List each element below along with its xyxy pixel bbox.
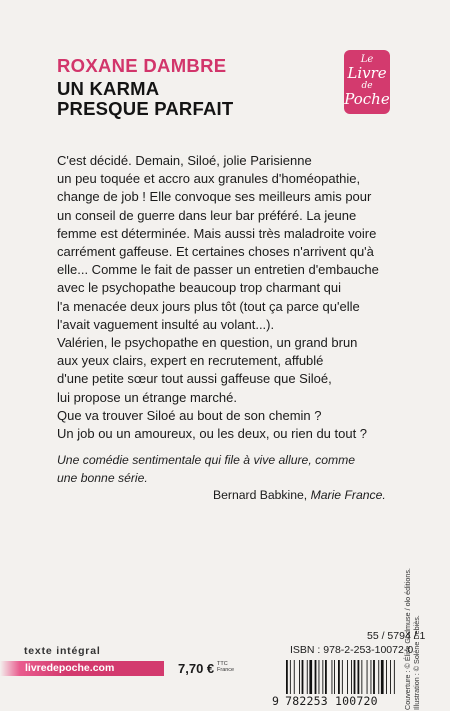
price: 7,70 € [178,661,215,676]
logo-text-de: de [361,81,373,91]
title-line: UN KARMA [57,78,160,99]
barcode-digit-group2: 100720 [335,694,378,708]
price-note [217,661,234,673]
quote-line: une bonne série. [57,470,148,485]
title-line: PRESQUE PARFAIT [57,98,234,119]
attribution-name: Bernard Babkine, [213,488,308,502]
price-note-france: France [217,667,235,673]
barcode-digits [272,694,378,708]
summary-line: d'une petite sœur tout aussi gaffeuse que Siloé, [57,371,332,387]
summary-line: l'a menacée deux jours plus tôt (tout ça parce qu'elle [57,298,360,314]
logo-text-poche: Poche [344,90,390,108]
book-title [57,79,233,119]
book-summary [57,152,407,443]
catalog-number: 55 / 5794 / 1 [367,630,426,642]
summary-line: Un job ou un amoureux, ou les deux, ou rien du tout ? [57,426,368,442]
quote-line: Une comédie sentimentale qui file à vive allure, comme [57,453,356,467]
price-note-ttc: TTC [217,661,228,667]
attribution-magazine: Marie France. [310,488,386,502]
summary-line: Valérien, le psychopathe en question, un grand brun [57,335,358,351]
barcode-digit-group1: 782253 [285,694,328,708]
summary-line: un conseil de guerre dans leur bar préféré. La jeune [57,207,357,223]
website-banner [0,661,164,676]
barcode-digit-first: 9 [272,694,280,708]
credit-illustration: Illustration : © Solène Debiès. [412,615,421,710]
summary-line: lui propose un étrange marché. [57,389,237,405]
logo-text-le: Le [360,54,374,65]
summary-line: un peu toquée et accro aux granules d'homéopathie, [57,171,361,187]
logo-text-livre: Livre [347,64,387,82]
summary-line: femme est déterminée. Mais aussi très maladroite voire [57,225,377,241]
livre-de-poche-logo [344,50,390,114]
texte-integral-label: texte intégral [24,645,101,657]
summary-line: elle... Comme le fait de passer un entretien d'embauche [57,262,379,278]
summary-line: aux yeux clairs, expert en recrutement, affublé [57,353,324,369]
summary-line: change de job ! Elle convoque ses meilleurs amis pour [57,189,372,205]
summary-line: C'est décidé. Demain, Siloé, jolie Parisienne [57,153,312,168]
summary-line: carrément gaffeuse. Et certaines choses n'arrivent qu'à [57,244,374,260]
press-quote [57,452,397,487]
website-url: livredepoche.com [25,662,115,674]
credit-cover: Couverture : © Élise Godmuse / olo éditions. [403,568,412,710]
quote-attribution [213,488,386,502]
summary-line: Que va trouver Siloé au bout de son chemin ? [57,407,322,423]
isbn: ISBN : 978-2-253-10072-0 [290,644,414,656]
summary-line: avec le psychopathe beaucoup trop charmant qui [57,280,342,296]
summary-line: l'avait vaguement insulté au volant...). [57,316,275,332]
author-name: ROXANE DAMBRE [57,55,227,76]
